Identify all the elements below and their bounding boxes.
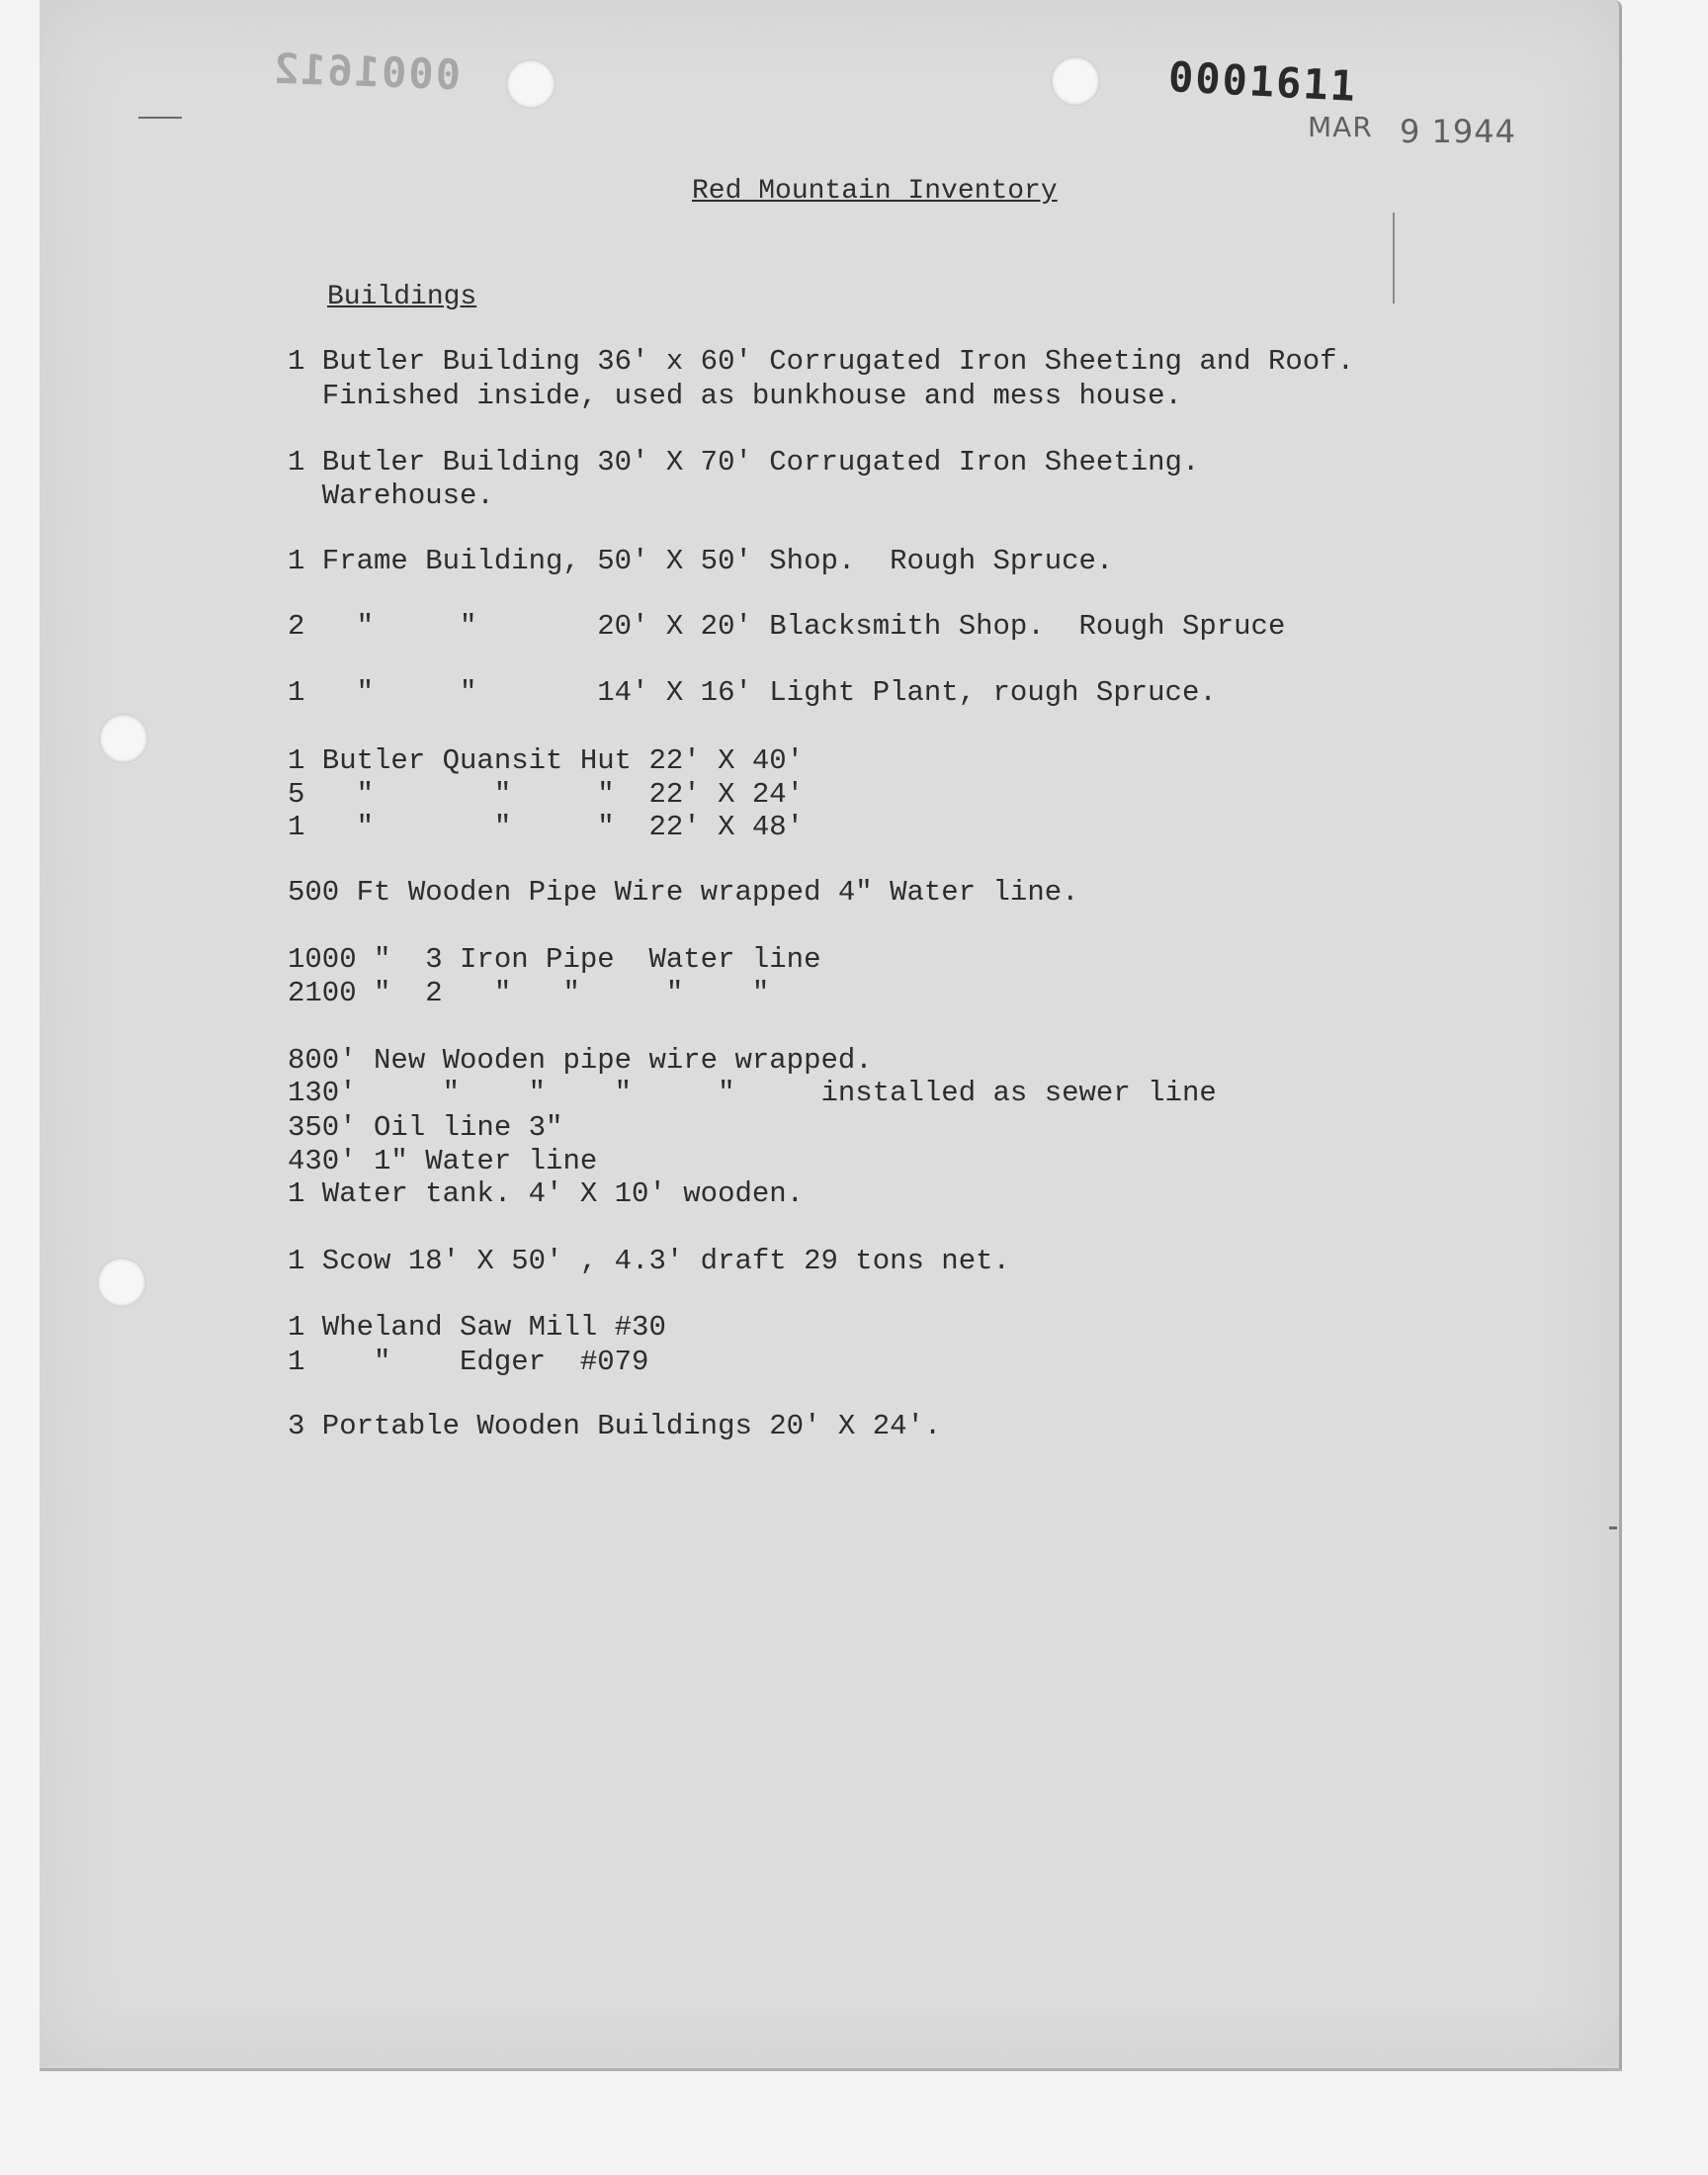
punch-hole-top-left bbox=[506, 59, 555, 109]
inventory-line: 130' " " " " installed as sewer line bbox=[288, 1077, 1217, 1109]
inventory-line: Warehouse. bbox=[288, 479, 494, 512]
inventory-line: 1 Frame Building, 50' X 50' Shop. Rough Spruce. bbox=[288, 545, 1114, 577]
inventory-line: 1 Scow 18' X 50' , 4.3' draft 29 tons net. bbox=[288, 1245, 1010, 1277]
inventory-line: 2 " " 20' X 20' Blacksmith Shop. Rough Spruce bbox=[288, 610, 1286, 643]
punch-hole-top-right bbox=[1051, 56, 1100, 106]
inventory-line: 500 Ft Wooden Pipe Wire wrapped 4" Water line. bbox=[288, 876, 1079, 909]
inventory-line: 5 " " " 22' X 24' bbox=[288, 778, 805, 811]
date-stamp-day-year: 9 1944 bbox=[1400, 113, 1516, 150]
section-heading: Buildings bbox=[327, 282, 477, 312]
punch-hole-left-middle bbox=[99, 714, 148, 763]
inventory-line: 1000 " 3 Iron Pipe Water line bbox=[288, 943, 821, 976]
inventory-line: 430' 1" Water line bbox=[288, 1145, 598, 1177]
pen-mark bbox=[138, 117, 182, 119]
inventory-line: 1 Butler Quansit Hut 22' X 40' bbox=[288, 744, 805, 777]
inventory-line: Finished inside, used as bunkhouse and mess house. bbox=[288, 380, 1182, 412]
punch-hole-left-lower bbox=[97, 1258, 146, 1307]
inventory-line: 350' Oil line 3" bbox=[288, 1111, 563, 1144]
inventory-line: 800' New Wooden pipe wire wrapped. bbox=[288, 1044, 873, 1077]
document-number-stamp: 0001611 bbox=[1166, 52, 1359, 111]
mirrored-stamp-number: 0001612 bbox=[271, 44, 462, 100]
inventory-line: 1 " Edger #079 bbox=[288, 1346, 649, 1378]
inventory-line: 3 Portable Wooden Buildings 20' X 24'. bbox=[288, 1410, 942, 1442]
page-title: Red Mountain Inventory bbox=[692, 176, 1058, 207]
inventory-line: 1 Water tank. 4' X 10' wooden. bbox=[288, 1177, 805, 1210]
inventory-line: 1 " " " 22' X 48' bbox=[288, 811, 805, 843]
inventory-line: 1 " " 14' X 16' Light Plant, rough Spruce. bbox=[288, 676, 1217, 709]
inventory-line: 1 Butler Building 36' x 60' Corrugated Iron Sheeting and Roof. bbox=[288, 345, 1354, 378]
pen-mark bbox=[1393, 213, 1395, 304]
date-stamp-month: MAR bbox=[1308, 111, 1373, 143]
inventory-line: 1 Wheland Saw Mill #30 bbox=[288, 1311, 666, 1344]
inventory-line: 1 Butler Building 30' X 70' Corrugated Iron Sheeting. bbox=[288, 446, 1200, 478]
document-page bbox=[40, 0, 1622, 2071]
edge-mark bbox=[1609, 1526, 1617, 1529]
inventory-line: 2100 " 2 " " " " bbox=[288, 977, 770, 1009]
